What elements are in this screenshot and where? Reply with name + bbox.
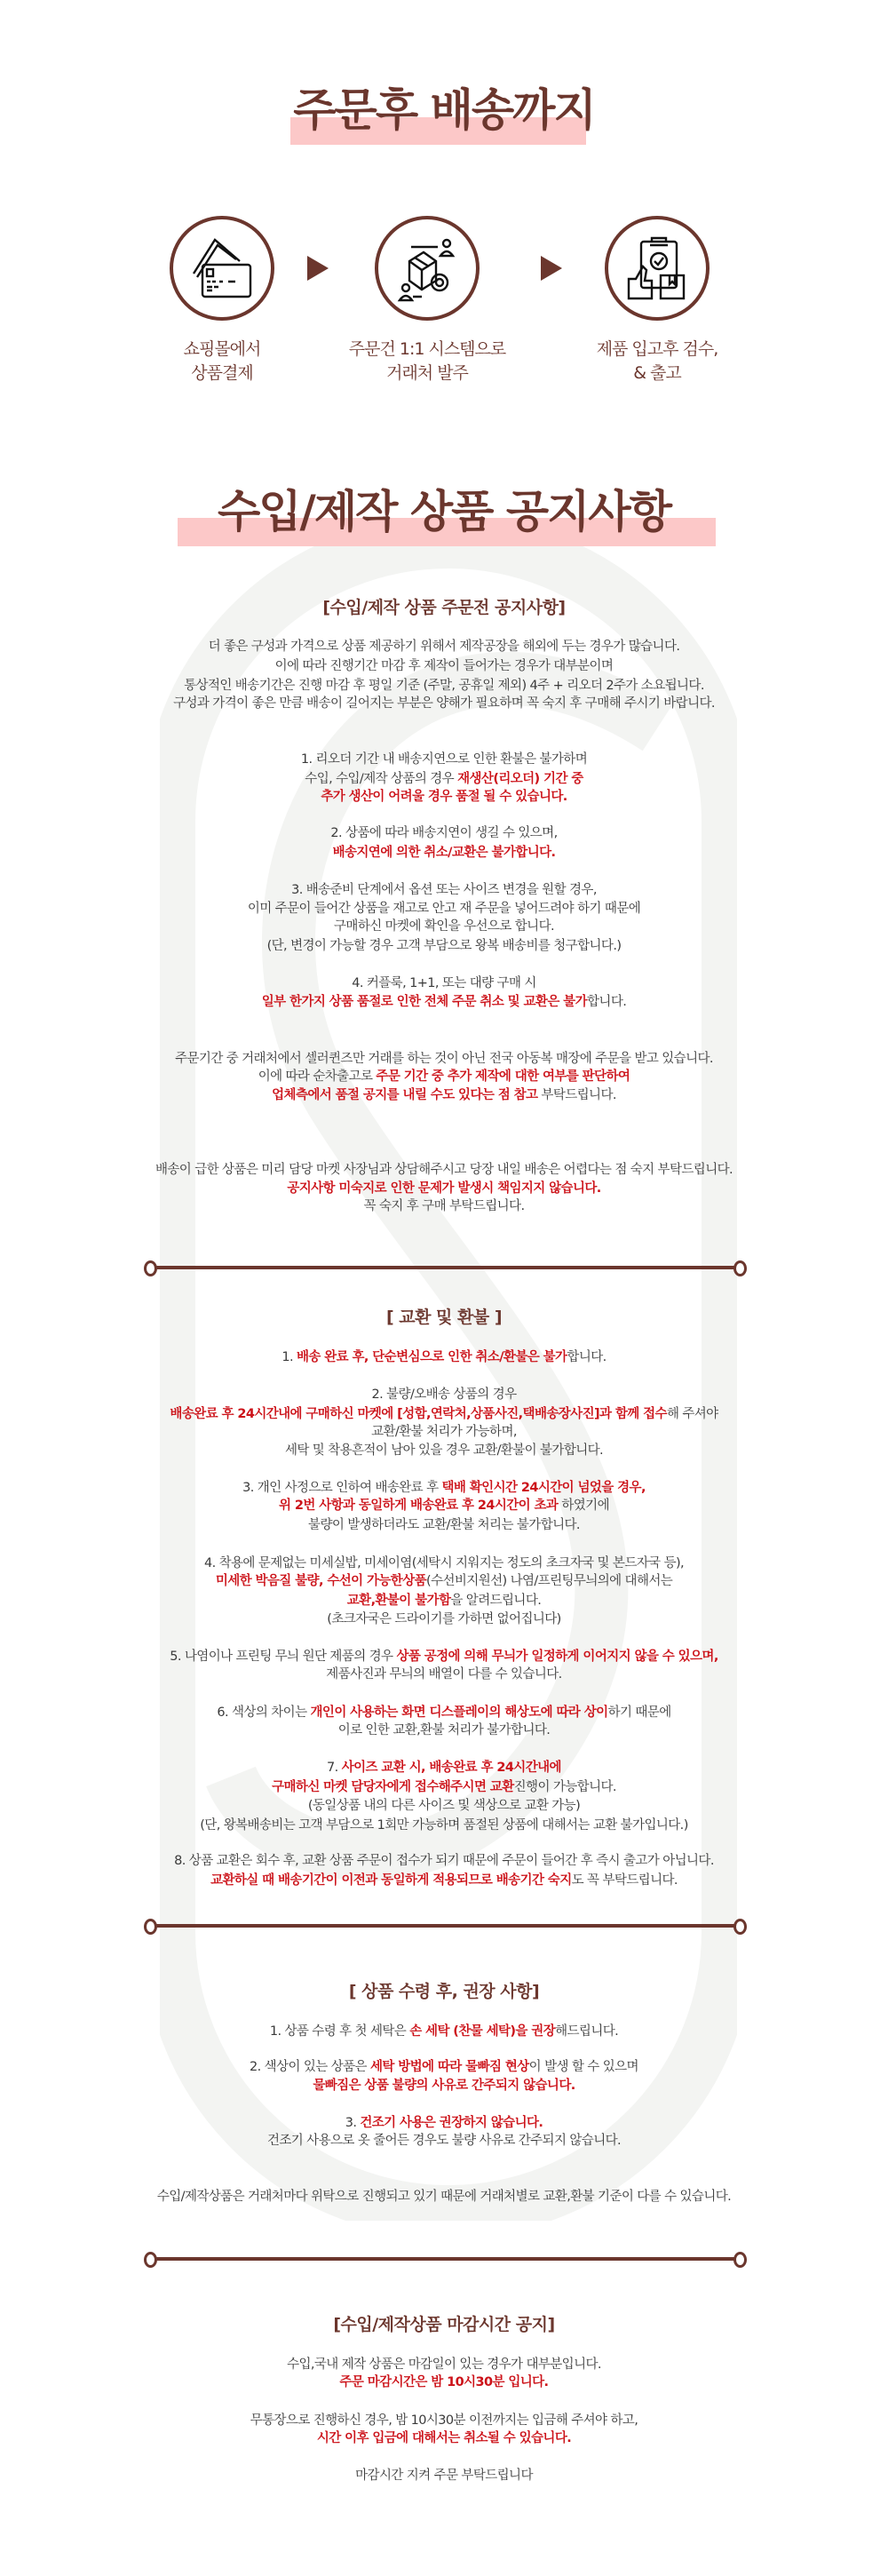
notice-line (0, 2373, 888, 2392)
body-text: 7. (327, 1761, 342, 1775)
body-text: 부탁드립니다. (537, 1088, 616, 1102)
body-text: 더 좋은 구성과 가격으로 상품 제공하기 위해서 제작공장을 해외에 두는 경우가 많습니다. (208, 640, 680, 654)
page-title: 주문후 배송까지 (293, 84, 595, 136)
body-text: 주문기간 중 거래처에서 셀러퀸즈만 거래를 하는 것이 아닌 전국 아동복 매장에 주문을 받고 있습니다. (175, 1052, 713, 1066)
notice-line (0, 823, 888, 843)
notice-line (0, 1554, 888, 1573)
notice-line (0, 1851, 888, 1871)
emphasis-text: 공지사항 미숙지로 인한 문제가 발생시 책임지지 않습니다. (287, 1181, 601, 1196)
body-text: 1. 상품 수령 후 첫 세탁은 (269, 2024, 410, 2039)
notice-line (0, 694, 888, 713)
credit-card-icon (188, 235, 256, 302)
emphasis-text: 상품 공정에 의해 무늬가 일정하게 이어지지 않을 수 있으며, (396, 1650, 718, 1664)
emphasis-text: 물빠짐은 상품 불량의 사유로 간주되지 않습니다. (313, 2079, 575, 2093)
body-text: (수선비지원선) 나염/프린팅무늬의에 대해서는 (426, 1574, 673, 1588)
notice-line (0, 1591, 888, 1610)
notice-line (0, 1067, 888, 1086)
notice-line (0, 992, 888, 1012)
notice-line (0, 1610, 888, 1629)
body-text: 2. 상품에 따라 배송지연이 생길 수 있으며, (330, 826, 558, 840)
body-text: 3. (345, 2116, 361, 2130)
notice-line (0, 2131, 888, 2151)
emphasis-text: 일부 한가지 상품 품절로 인한 전체 주문 취소 및 교환은 불가 (261, 995, 587, 1009)
section-heading: [수입/제작상품 마감시간 공지] (333, 2315, 555, 2334)
section-divider (151, 2257, 740, 2261)
body-text: 6. 색상의 차이는 (217, 1705, 311, 1720)
notice-line (0, 1571, 888, 1591)
body-text: 제품사진과 무늬의 배열이 다를 수 있습니다. (326, 1667, 562, 1682)
notice-line (0, 1796, 888, 1816)
emphasis-text: 손 세탁 (찬물 세탁)을 권장 (409, 2024, 556, 2039)
notice-line (0, 1478, 888, 1498)
emphasis-text: 세탁 방법에 따라 물빠짐 현상 (369, 2060, 529, 2074)
notice-line (0, 936, 888, 956)
notice-line (0, 2187, 888, 2206)
body-text: 교환/환불 처리가 가능하며, (371, 1425, 517, 1439)
body-text: (동일상품 내의 다른 사이즈 및 색상으로 교환 가능) (307, 1799, 581, 1813)
notice-line (0, 1085, 888, 1105)
notice-line (0, 2057, 888, 2077)
step-1-circle (170, 216, 274, 321)
step-arrow-1-icon (307, 256, 329, 281)
emphasis-text: 시간 이후 입금에 대해서는 취소될 수 있습니다. (316, 2431, 572, 2445)
notice-line (0, 787, 888, 807)
body-text: 3. 배송준비 단계에서 옵션 또는 사이즈 변경을 원할 경우, (291, 883, 597, 897)
notice-line (0, 2429, 888, 2448)
notice-line (0, 1647, 888, 1666)
notice-line (0, 1348, 888, 1367)
body-text: 구매하신 마켓에 확인을 우선으로 합니다. (334, 919, 554, 934)
section-divider (151, 1266, 740, 1269)
notice-line (0, 1160, 888, 1180)
body-text: 합니다. (567, 1350, 607, 1364)
emphasis-text: 교환,환불이 불가함 (346, 1594, 451, 1608)
body-text: 수입, 수입/제작 상품의 경우 (305, 772, 458, 786)
notice-line (0, 1871, 888, 1890)
step-1-label (115, 338, 329, 386)
notice-line (0, 1665, 888, 1684)
emphasis-text: 주문 기간 중 추가 제작에 대한 여부를 판단하여 (376, 1069, 630, 1084)
step-1-line2: 상품결제 (191, 363, 253, 383)
body-text: 5. 나염이나 프린팅 무늬 원단 제품의 경우 (170, 1650, 397, 1664)
emphasis-text: 재생산(리오더) 기간 중 (457, 772, 583, 786)
step-3-label (551, 338, 764, 386)
body-text: 4. 착용에 문제없는 미세실밥, 미세이염(세탁시 지워지는 정도의 초크자국 및 본드자국 등), (203, 1556, 685, 1570)
step-3-line1: 제품 입고후 검수, (596, 339, 718, 359)
body-text: 꼭 숙지 후 구매 부탁드립니다. (363, 1199, 525, 1213)
notice-line (0, 1703, 888, 1722)
emphasis-text: 건조기 사용은 권장하지 않습니다. (360, 2116, 543, 2130)
emphasis-text: 위 2번 사항과 동일하게 배송완료 후 24시간이 초과 (279, 1499, 559, 1513)
notice-line (0, 769, 888, 789)
notice-title: 수입/제작 상품 공지사항 (217, 486, 671, 537)
body-text: 수입/제작상품은 거래처마다 위탁으로 진행되고 있기 때문에 거래처별로 교환,환불 기준이 다를 수 있습니다. (156, 2190, 732, 2204)
body-text: 건조기 사용으로 옷 줄어든 경우도 불량 사유로 간주되지 않습니다. (266, 2134, 622, 2148)
step-2-line2: 거래처 발주 (386, 363, 468, 383)
emphasis-text: 택배 확인시간 24시간이 넘었을 경우, (441, 1481, 646, 1495)
emphasis-text: 배송완료 후 24시간내에 구매하신 마켓에 [성함,연락처,상품사진,택배송장사진]과 함께 접수 (170, 1407, 667, 1421)
body-text: 도 꼭 부탁드립니다. (571, 1873, 678, 1888)
body-text: 통상적인 배송기간은 진행 마감 후 평일 기준 (주말, 공휴일 제외) 4주 + 리오더 2주가 소요됩니다. (184, 679, 704, 693)
notice-line (0, 2466, 888, 2485)
notice-line (0, 2076, 888, 2095)
body-text: 을 알려드립니다. (450, 1594, 542, 1608)
notice-line (0, 750, 888, 769)
emphasis-text: 추가 생산이 어려울 경우 품절 될 수 있습니다. (321, 790, 567, 804)
section-heading: [수입/제작 상품 주문전 공지사항] (322, 598, 566, 617)
order-system-icon (393, 235, 461, 302)
body-text: 하기 때문에 (607, 1705, 671, 1720)
body-text: 구성과 가격이 좋은 만큼 배송이 길어지는 부분은 양해가 필요하며 꼭 숙지 후 구매해 주시기 바랍니다. (173, 696, 715, 711)
notice-line (0, 1385, 888, 1404)
body-text: 무통장으로 진행하신 경우, 밤 10시30분 이전까지는 입금해 주셔야 하고, (250, 2413, 638, 2428)
notice-line (0, 1758, 888, 1777)
body-text: 1. (281, 1350, 297, 1364)
step-3-line2: & 출고 (633, 363, 681, 383)
step-2-line1: 주문건 1:1 시스템으로 (348, 339, 506, 359)
notice-line (0, 1777, 888, 1797)
notice-line (0, 880, 888, 900)
emphasis-text: 미세한 박음질 불량, 수선이 가능한상품 (215, 1574, 427, 1588)
section-divider (151, 1924, 740, 1928)
step-2-label (321, 338, 534, 386)
notice-line (0, 1496, 888, 1515)
emphasis-text: 개인이 사용하는 화면 디스플레이의 해상도에 따라 상이 (310, 1705, 608, 1720)
notice-line (0, 1515, 888, 1535)
body-text: 8. 상품 교환은 회수 후, 교환 상품 주문이 접수가 되기 때문에 주문이 들어간 후 즉시 출고가 아닙니다. (174, 1854, 714, 1868)
notice-line (0, 917, 888, 936)
emphasis-text: 업체측에서 품절 공지를 내릴 수도 있다는 점 참고 (272, 1088, 538, 1102)
body-text: 3. 개인 사정으로 인하여 배송완료 후 (242, 1481, 442, 1495)
body-text: 세탁 및 착용흔적이 남아 있을 경우 교환/환불이 불가합니다. (284, 1443, 604, 1458)
notice-line (0, 2113, 888, 2133)
notice-line (0, 1404, 888, 1424)
step-3-circle (605, 216, 710, 321)
body-text: 2. 색상이 있는 상품은 (250, 2060, 370, 2074)
emphasis-text: 배송지연에 의한 취소/교환은 불가합니다. (332, 846, 556, 860)
notice-line (0, 899, 888, 918)
step-arrow-2-icon (541, 256, 562, 281)
notice-line (0, 656, 888, 676)
body-text: 마감시간 지켜 주문 부탁드립니다 (355, 2469, 533, 2483)
notice-line (0, 1197, 888, 1216)
emphasis-text: 교환하실 때 배송기간이 이전과 동일하게 적용되므로 배송기간 숙지 (210, 1873, 572, 1888)
body-text: 해드립니다. (555, 2024, 619, 2039)
body-text: 1. 리오더 기간 내 배송지연으로 인한 환불은 불가하며 (300, 752, 588, 767)
notice-line (0, 1049, 888, 1069)
body-text: 이미 주문이 들어간 상품을 재고로 안고 재 주문을 넣어드려야 하기 때문에 (247, 902, 641, 916)
body-text: 불량이 발생하더라도 교환/환불 처리는 불가합니다. (308, 1518, 580, 1532)
notice-line (0, 637, 888, 656)
body-text: 수입,국내 제작 상품은 마감일이 있는 경우가 대부분입니다. (287, 2357, 601, 2372)
emphasis-text: 주문 마감시간은 밤 10시30분 입니다. (339, 2375, 549, 2389)
notice-line (0, 1179, 888, 1198)
body-text: 배송이 급한 상품은 미리 담당 마켓 사장님과 상담해주시고 당장 내일 배송은 어렵다는 점 숙지 부탁드립니다. (155, 1163, 733, 1177)
body-text: 이로 인한 교환,환불 처리가 불가합니다. (337, 1723, 551, 1737)
section-heading: [ 상품 수령 후, 권장 사항] (348, 1982, 540, 2001)
notice-line (0, 2355, 888, 2374)
notice-line (0, 1816, 888, 1835)
body-text: 이에 따라 순차출고로 (258, 1069, 377, 1084)
body-text: (단, 왕복배송비는 고객 부담으로 1회만 가능하며 품절된 상품에 대해서는 교환 불가입니다.) (200, 1818, 688, 1833)
emphasis-text: 구매하신 마켓 담당자에게 접수해주시면 교환 (272, 1780, 514, 1794)
emphasis-text: 사이즈 교환 시, 배송완료 후 24시간내에 (341, 1761, 561, 1775)
body-text: (단, 변경이 가능할 경우 고객 부담으로 왕복 배송비를 청구합니다.) (266, 939, 622, 953)
notice-line (0, 1422, 888, 1442)
body-text: 하였기에 (558, 1499, 609, 1513)
body-text: 합니다. (587, 995, 627, 1009)
section-heading: [ 교환 및 환불 ] (385, 1308, 503, 1327)
body-text: 2. 불량/오배송 상품의 경우 (371, 1387, 517, 1402)
notice-line (0, 843, 888, 863)
body-text: 해 주셔야 (666, 1407, 718, 1421)
notice-line (0, 2022, 888, 2041)
body-text: 이 발생 할 수 있으며 (528, 2060, 638, 2074)
notice-line (0, 2411, 888, 2430)
emphasis-text: 배송 완료 후, 단순변심으로 인한 취소/환불은 불가 (296, 1350, 567, 1364)
step-2-circle (375, 216, 480, 321)
body-text: 이에 따라 진행기간 마감 후 제작이 들어가는 경우가 대부분이며 (274, 659, 614, 673)
notice-line (0, 1721, 888, 1740)
body-text: (초크자국은 드라이기를 가하면 없어집니다) (327, 1612, 561, 1626)
step-1-line1: 쇼핑몰에서 (183, 339, 261, 359)
notice-line (0, 974, 888, 993)
body-text: 4. 커플룩, 1+1, 또는 대량 구매 시 (352, 976, 536, 990)
notice-line (0, 676, 888, 696)
body-text: 진행이 가능합니다. (513, 1780, 616, 1794)
notice-line (0, 1441, 888, 1460)
inspection-clipboard-icon (623, 235, 691, 302)
